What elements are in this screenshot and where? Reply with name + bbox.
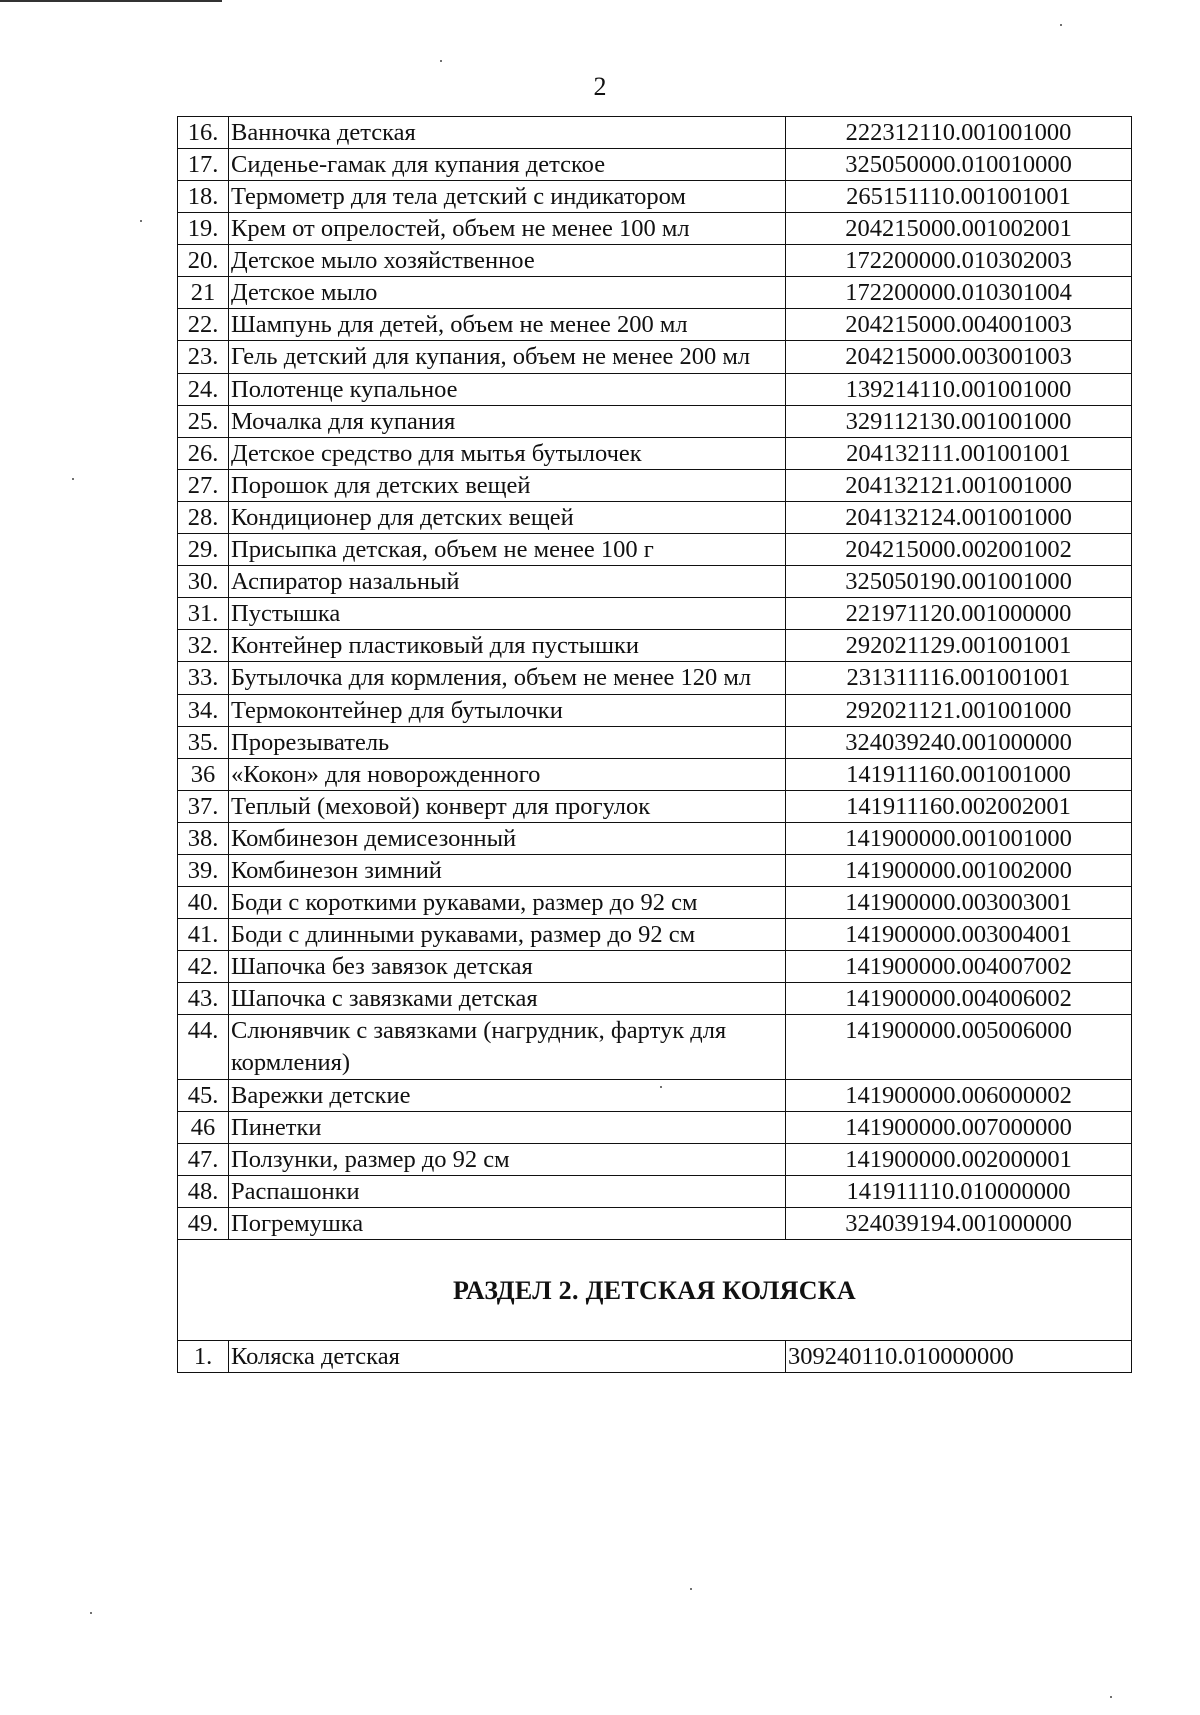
table-row	[178, 1080, 1132, 1112]
item-code: 204132121.001001000	[786, 470, 1132, 502]
row-number: 31.	[178, 598, 229, 630]
table-row	[178, 1112, 1132, 1144]
table-row	[178, 1144, 1132, 1176]
item-name: Ползунки, размер до 92 см	[229, 1144, 786, 1176]
item-code: 324039194.001000000	[786, 1208, 1132, 1240]
table-row	[178, 855, 1132, 887]
row-number: 19.	[178, 213, 229, 245]
table-row	[178, 759, 1132, 791]
page-number: 2	[593, 72, 607, 101]
item-code: 221971120.001000000	[786, 598, 1132, 630]
row-number: 48.	[178, 1176, 229, 1208]
row-number: 16.	[178, 117, 229, 149]
item-code: 141900000.005006000	[786, 1015, 1132, 1080]
item-code: 231311116.001001001	[786, 662, 1132, 695]
item-code: 141900000.001001000	[786, 823, 1132, 855]
item-name: Детское мыло хозяйственное	[229, 245, 786, 277]
item-code: 204215000.003001003	[786, 341, 1132, 374]
item-code: 139214110.001001000	[786, 374, 1132, 406]
row-number: 40.	[178, 887, 229, 919]
row-number: 20.	[178, 245, 229, 277]
table-row	[178, 727, 1132, 759]
row-number: 21	[178, 277, 229, 309]
section-title: РАЗДЕЛ 2. ДЕТСКАЯ КОЛЯСКА	[178, 1240, 1132, 1341]
row-number: 24.	[178, 374, 229, 406]
table-row	[178, 470, 1132, 502]
row-number: 18.	[178, 181, 229, 213]
item-code: 325050190.001001000	[786, 566, 1132, 598]
item-code: 309240110.010000000	[786, 1341, 1132, 1373]
items-table-body	[178, 117, 1132, 1373]
item-name: Коляска детская	[229, 1341, 786, 1373]
item-name: Гель детский для купания, объем не менее 200 мл	[229, 341, 786, 374]
row-number: 34.	[178, 695, 229, 727]
table-row	[178, 566, 1132, 598]
row-number: 44.	[178, 1015, 229, 1080]
item-name: Комбинезон зимний	[229, 855, 786, 887]
table-row	[178, 598, 1132, 630]
item-name: Бутылочка для кормления, объем не менее 120 мл	[229, 662, 786, 695]
row-number: 26.	[178, 438, 229, 470]
table-row	[178, 341, 1132, 374]
row-number: 25.	[178, 406, 229, 438]
item-name: Шампунь для детей, объем не менее 200 мл	[229, 309, 786, 341]
scan-corner-rule	[0, 0, 222, 2]
item-code: 141900000.003003001	[786, 887, 1132, 919]
row-number: 41.	[178, 919, 229, 951]
items-table	[177, 116, 1132, 1373]
item-code: 292021121.001001000	[786, 695, 1132, 727]
item-name: «Кокон» для новорожденного	[229, 759, 786, 791]
table-row	[178, 245, 1132, 277]
table-row	[178, 1176, 1132, 1208]
table-row	[178, 534, 1132, 566]
row-number: 28.	[178, 502, 229, 534]
item-name: Детское мыло	[229, 277, 786, 309]
item-code: 141911160.001001000	[786, 759, 1132, 791]
row-number: 49.	[178, 1208, 229, 1240]
table-row	[178, 502, 1132, 534]
row-number: 42.	[178, 951, 229, 983]
row-number: 1.	[178, 1341, 229, 1373]
item-code: 172200000.010302003	[786, 245, 1132, 277]
table-row	[178, 309, 1132, 341]
item-name: Распашонки	[229, 1176, 786, 1208]
item-code: 172200000.010301004	[786, 277, 1132, 309]
table-row	[178, 1208, 1132, 1240]
table-row	[178, 695, 1132, 727]
table-row	[178, 149, 1132, 181]
table-row	[178, 438, 1132, 470]
item-code: 141900000.004006002	[786, 983, 1132, 1015]
table-row	[178, 791, 1132, 823]
item-code: 222312110.001001000	[786, 117, 1132, 149]
table-row	[178, 919, 1132, 951]
row-number: 39.	[178, 855, 229, 887]
item-name: Сиденье-гамак для купания детское	[229, 149, 786, 181]
row-number: 29.	[178, 534, 229, 566]
item-name: Порошок для детских вещей	[229, 470, 786, 502]
item-name: Присыпка детская, объем не менее 100 г	[229, 534, 786, 566]
item-name: Кондиционер для детских вещей	[229, 502, 786, 534]
item-code: 204132111.001001001	[786, 438, 1132, 470]
table-row	[178, 662, 1132, 695]
item-code: 204215000.001002001	[786, 213, 1132, 245]
row-number: 32.	[178, 630, 229, 662]
row-number: 35.	[178, 727, 229, 759]
scan-speck	[72, 478, 74, 480]
item-name: Боди с короткими рукавами, размер до 92 см	[229, 887, 786, 919]
table-row	[178, 1341, 1132, 1373]
item-code: 141900000.006000002	[786, 1080, 1132, 1112]
item-name: Полотенце купальное	[229, 374, 786, 406]
item-code: 141900000.004007002	[786, 951, 1132, 983]
table-row	[178, 887, 1132, 919]
item-code: 141911160.002002001	[786, 791, 1132, 823]
item-code: 141900000.007000000	[786, 1112, 1132, 1144]
scan-speck	[1110, 1696, 1112, 1698]
item-code: 204215000.004001003	[786, 309, 1132, 341]
item-name: Пустышка	[229, 598, 786, 630]
table-row	[178, 181, 1132, 213]
item-code: 204215000.002001002	[786, 534, 1132, 566]
row-number: 30.	[178, 566, 229, 598]
scan-speck	[440, 60, 442, 62]
row-number: 43.	[178, 983, 229, 1015]
row-number: 23.	[178, 341, 229, 374]
item-code: 141911110.010000000	[786, 1176, 1132, 1208]
item-code: 204132124.001001000	[786, 502, 1132, 534]
scan-speck	[690, 1588, 692, 1590]
table-row	[178, 277, 1132, 309]
item-code: 265151110.001001001	[786, 181, 1132, 213]
item-name: Слюнявчик с завязками (нагрудник, фартук для кормления)	[229, 1015, 786, 1080]
item-code: 141900000.003004001	[786, 919, 1132, 951]
item-name: Комбинезон демисезонный	[229, 823, 786, 855]
table-row	[178, 406, 1132, 438]
table-row	[178, 823, 1132, 855]
scan-speck	[90, 1612, 92, 1614]
table-row	[178, 951, 1132, 983]
scan-speck	[140, 220, 142, 222]
item-code: 324039240.001000000	[786, 727, 1132, 759]
row-number: 46	[178, 1112, 229, 1144]
table-row	[178, 117, 1132, 149]
row-number: 36	[178, 759, 229, 791]
item-name: Термометр для тела детский с индикатором	[229, 181, 786, 213]
row-number: 37.	[178, 791, 229, 823]
table-row	[178, 630, 1132, 662]
scan-speck	[1060, 24, 1062, 26]
item-name: Теплый (меховой) конверт для прогулок	[229, 791, 786, 823]
item-name: Варежки детские	[229, 1080, 786, 1112]
item-code: 329112130.001001000	[786, 406, 1132, 438]
item-name: Боди с длинными рукавами, размер до 92 см	[229, 919, 786, 951]
item-name: Прорезыватель	[229, 727, 786, 759]
row-number: 17.	[178, 149, 229, 181]
row-number: 22.	[178, 309, 229, 341]
item-name: Крем от опрелостей, объем не менее 100 мл	[229, 213, 786, 245]
item-name: Пинетки	[229, 1112, 786, 1144]
row-number: 38.	[178, 823, 229, 855]
section-header-row	[178, 1240, 1132, 1341]
item-name: Детское средство для мытья бутылочек	[229, 438, 786, 470]
row-number: 45.	[178, 1080, 229, 1112]
row-number: 33.	[178, 662, 229, 695]
item-name: Контейнер пластиковый для пустышки	[229, 630, 786, 662]
item-code: 325050000.010010000	[786, 149, 1132, 181]
item-name: Ванночка детская	[229, 117, 786, 149]
table-row	[178, 374, 1132, 406]
item-code: 141900000.001002000	[786, 855, 1132, 887]
row-number: 47.	[178, 1144, 229, 1176]
item-name: Погремушка	[229, 1208, 786, 1240]
row-number: 27.	[178, 470, 229, 502]
table-row	[178, 1015, 1132, 1080]
item-code: 292021129.001001001	[786, 630, 1132, 662]
item-code: 141900000.002000001	[786, 1144, 1132, 1176]
item-name: Шапочка с завязками детская	[229, 983, 786, 1015]
table-row	[178, 213, 1132, 245]
item-name: Термоконтейнер для бутылочки	[229, 695, 786, 727]
table-row	[178, 983, 1132, 1015]
item-name: Аспиратор назальный	[229, 566, 786, 598]
item-name: Шапочка без завязок детская	[229, 951, 786, 983]
item-name: Мочалка для купания	[229, 406, 786, 438]
